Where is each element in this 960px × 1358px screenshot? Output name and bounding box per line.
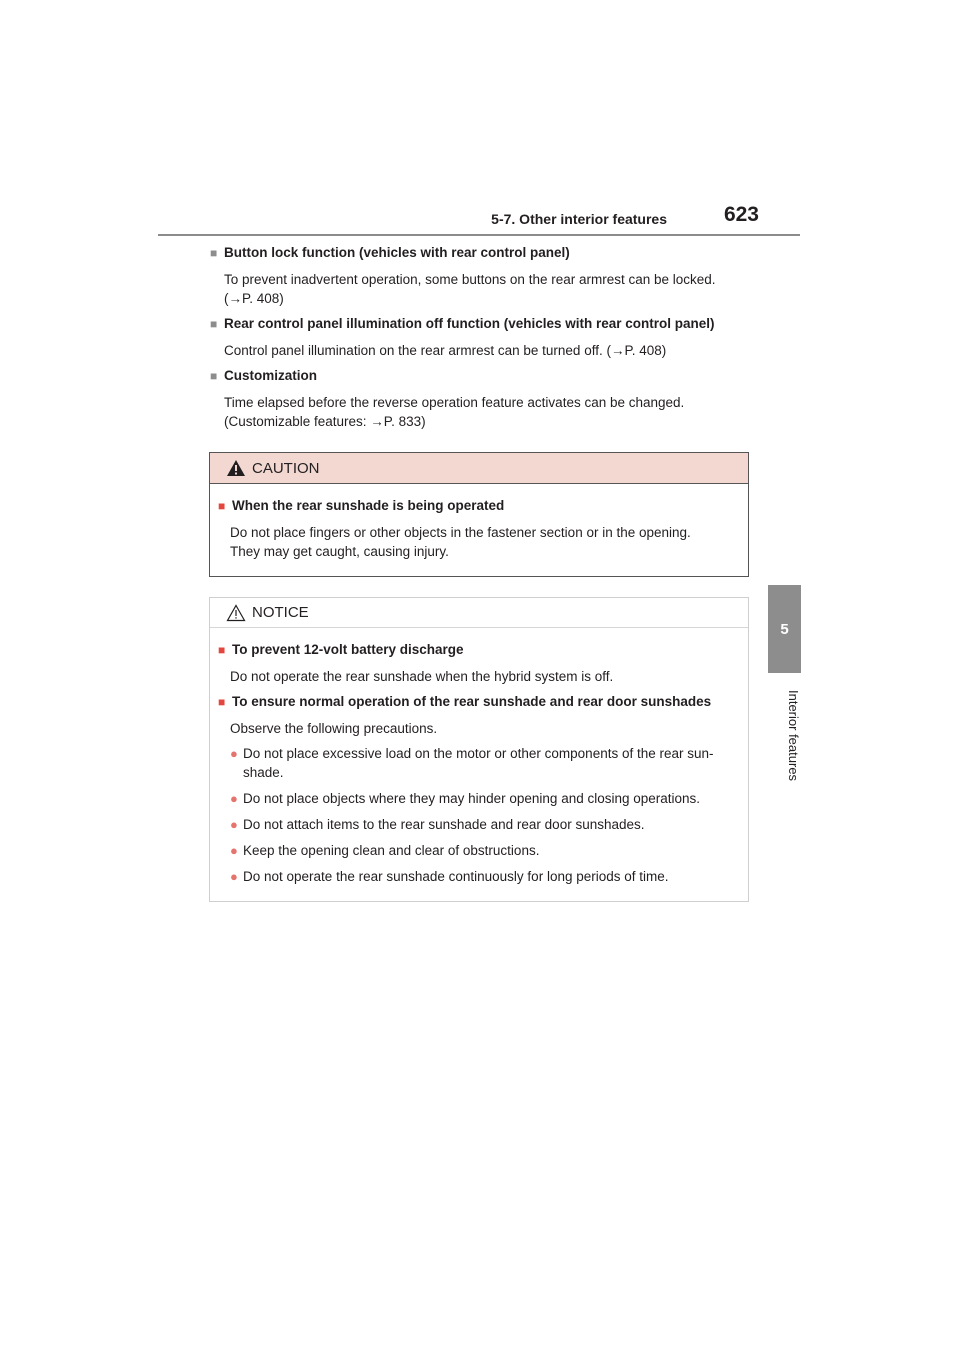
list-item: ● Do not place objects where they may hinder opening and closing operations. — [230, 791, 701, 806]
caution-text: They may get caught, causing injury. — [230, 544, 449, 559]
section-illumination-off — [210, 315, 770, 360]
circle-bullet-icon: ● — [230, 843, 238, 858]
section-customization — [210, 367, 770, 431]
square-bullet-icon: ■ — [218, 643, 226, 657]
notice-heading: To ensure normal operation of the rear sunshade and rear door sunshades — [232, 694, 712, 709]
notice-triangle-icon — [226, 604, 246, 622]
square-bullet-icon: ■ — [218, 695, 226, 709]
circle-bullet-icon: ● — [230, 869, 238, 884]
notice-text: Do not operate the rear sunshade when the hybrid system is off. — [230, 669, 614, 684]
notice-text: Observe the following precautions. — [230, 721, 438, 736]
chapter-tab — [768, 585, 801, 673]
square-bullet-icon: ■ — [210, 369, 218, 383]
square-bullet-icon: ■ — [210, 246, 218, 260]
warning-triangle-icon — [226, 459, 246, 477]
section-title: 5-7. Other interior features — [491, 211, 667, 227]
notice-heading: To prevent 12-volt battery discharge — [232, 642, 464, 657]
item-heading: Customization — [224, 368, 317, 383]
section-button-lock — [210, 244, 770, 308]
circle-bullet-icon: ● — [230, 817, 238, 832]
page-number: 623 — [723, 203, 759, 226]
notice-header — [210, 598, 748, 628]
item-text: (→P. 408) — [224, 291, 284, 306]
list-item: ● Do not place excessive load on the motor or other components of the rear sun-shade. — [230, 746, 714, 780]
notice-box — [209, 597, 749, 902]
page-header — [158, 204, 800, 236]
notice-title: NOTICE — [252, 604, 309, 621]
item-heading: Rear control panel illumination off function (vehicles with rear control panel) — [224, 316, 715, 331]
item-text: (Customizable features: →P. 833) — [224, 414, 426, 429]
circle-bullet-icon: ● — [230, 791, 238, 806]
item-text: Control panel illumination on the rear armrest can be turned off. (→P. 408) — [224, 343, 667, 358]
circle-bullet-icon: ● — [230, 746, 238, 761]
item-heading: Button lock function (vehicles with rear control panel) — [224, 245, 570, 260]
list-item: ● Keep the opening clean and clear of obstructions. — [230, 843, 540, 858]
caution-heading: When the rear sunshade is being operated — [232, 498, 505, 513]
caution-text: Do not place fingers or other objects in the fastener section or in the opening. — [230, 525, 691, 540]
caution-title: CAUTION — [252, 459, 320, 477]
list-item: ● Do not operate the rear sunshade continuously for long periods of time. — [230, 869, 669, 884]
chapter-number: 5 — [780, 620, 789, 638]
square-bullet-icon: ■ — [218, 499, 226, 513]
item-text: To prevent inadvertent operation, some buttons on the rear armrest can be locked. — [224, 272, 716, 287]
chapter-title: Interior features — [786, 690, 801, 782]
square-bullet-icon: ■ — [210, 317, 218, 331]
item-text: Time elapsed before the reverse operation feature activates can be changed. — [224, 395, 685, 410]
caution-header — [210, 453, 748, 484]
list-item: ● Do not attach items to the rear sunshade and rear door sunshades. — [230, 817, 645, 832]
caution-box — [209, 452, 749, 577]
